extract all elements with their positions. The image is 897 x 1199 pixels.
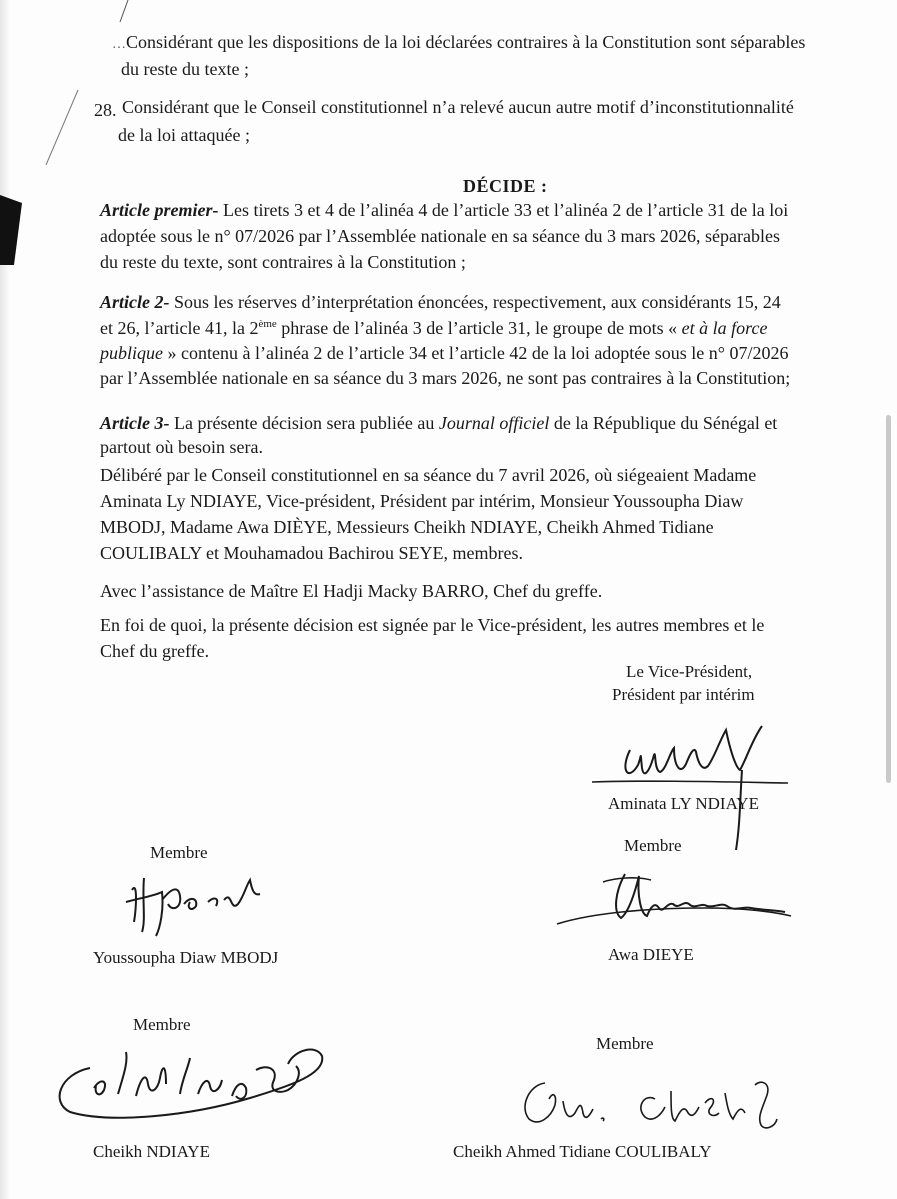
vp-signature	[590, 710, 790, 855]
member-3-role: Membre	[133, 1015, 191, 1034]
member-2-role: Membre	[624, 836, 682, 855]
article-2-superscript: ème	[258, 318, 277, 330]
article-2-italic-1: et à la force	[681, 318, 768, 338]
considerant-27-number: …	[112, 37, 126, 52]
article-1-line-1	[100, 199, 788, 221]
article-3-line-2: partout où besoin sera.	[100, 437, 263, 457]
article-3-text-1a: La présente décision sera publiée au	[174, 413, 439, 433]
member-4-name: Cheikh Ahmed Tidiane COULIBALY	[453, 1142, 712, 1161]
article-1-text-1: Les tirets 3 et 4 de l’alinéa 4 de l’article 33 et l’alinéa 2 de l’article 31 de la loi	[222, 200, 789, 220]
member-1-name: Youssoupha Diaw MBODJ	[93, 948, 279, 967]
considerant-27-line-1: Considérant que les dispositions de la loi déclarées contraires à la Constitution sont séparables	[126, 32, 806, 52]
article-2-label: Article 2-	[100, 292, 170, 312]
article-1-line-2: adoptée sous le n° 07/2026 par l’Assemblée nationale en sa séance du 3 mars 2026, séparables	[100, 226, 780, 246]
article-2-line-2	[100, 317, 767, 339]
member-3-name: Cheikh NDIAYE	[93, 1142, 210, 1161]
member-3-signature	[50, 1040, 340, 1130]
article-2-line-1	[100, 291, 781, 313]
delibere-line-4: COULIBALY et Mouhamadou Bachirou SEYE, membres.	[100, 543, 523, 563]
viewer-scrollbar[interactable]	[886, 415, 891, 783]
page-corner-shadow	[0, 195, 30, 265]
considerant-28-line-1: Considérant que le Conseil constitutionnel n’a relevé aucun autre motif d’inconstitutionnalité	[122, 97, 794, 117]
member-1-role: Membre	[150, 843, 208, 862]
article-3-label: Article 3-	[100, 413, 170, 433]
vp-title-line-1: Le Vice-Président,	[626, 662, 753, 681]
article-2-text-2a: et 26, l’article 41, la 2	[100, 318, 259, 338]
member-4-role: Membre	[596, 1034, 654, 1053]
article-2-text-2b: phrase de l’alinéa 3 de l’article 31, le groupe de mots «	[276, 318, 682, 338]
article-2-text-3: » contenu à l’alinéa 2 de l’article 34 et l’article 42 de la loi adoptée sous le n° 07/2026	[163, 343, 789, 363]
member-4-signature	[505, 1055, 805, 1145]
vp-name: Aminata LY NDIAYE	[608, 794, 759, 813]
article-2-text-1: Sous les réserves d’interprétation énoncées, respectivement, aux considérants 15, 24	[174, 292, 781, 312]
page-fold-mark	[0, 0, 140, 180]
article-3-line-1	[100, 412, 777, 434]
article-1-line-3: du reste du texte, sont contraires à la Constitution ;	[100, 252, 466, 272]
assistance-line: Avec l’assistance de Maître El Hadji Macky BARRO, Chef du greffe.	[100, 581, 603, 601]
article-1-label: Article premier-	[100, 200, 219, 220]
en-foi-line-2: Chef du greffe.	[100, 641, 210, 661]
member-1-signature	[120, 860, 280, 945]
considerant-27-line-2: du reste du texte ;	[121, 59, 249, 79]
en-foi-line-1: En foi de quoi, la présente décision est signée par le Vice-président, les autres membres et le	[100, 615, 765, 635]
article-2-line-4: par l’Assemblée nationale en sa séance du 3 mars 2026, ne sont pas contraires à la Constitution;	[100, 368, 791, 388]
delibere-line-1: Délibéré par le Conseil constitutionnel en sa séance du 7 avril 2026, où siégeaient Madame	[100, 465, 757, 485]
article-2-italic-2: publique	[100, 343, 163, 363]
article-3-text-1b: de la République du Sénégal et	[549, 413, 778, 433]
delibere-line-2: Aminata Ly NDIAYE, Vice-président, Président par intérim, Monsieur Youssoupha Diaw	[100, 491, 744, 511]
member-2-name: Awa DIEYE	[608, 945, 694, 964]
decide-heading: DÉCIDE :	[463, 176, 548, 196]
considerant-28-line-2: de la loi attaquée ;	[118, 125, 250, 145]
delibere-line-3: MBODJ, Madame Awa DIÈYE, Messieurs Cheikh NDIAYE, Cheikh Ahmed Tidiane	[100, 517, 714, 537]
article-2-line-3	[100, 342, 788, 364]
vp-title-line-2: Président par intérim	[612, 685, 755, 704]
considerant-28-number: 28.	[94, 100, 117, 120]
member-2-signature	[555, 862, 795, 937]
article-3-italic: Journal officiel	[438, 413, 550, 433]
